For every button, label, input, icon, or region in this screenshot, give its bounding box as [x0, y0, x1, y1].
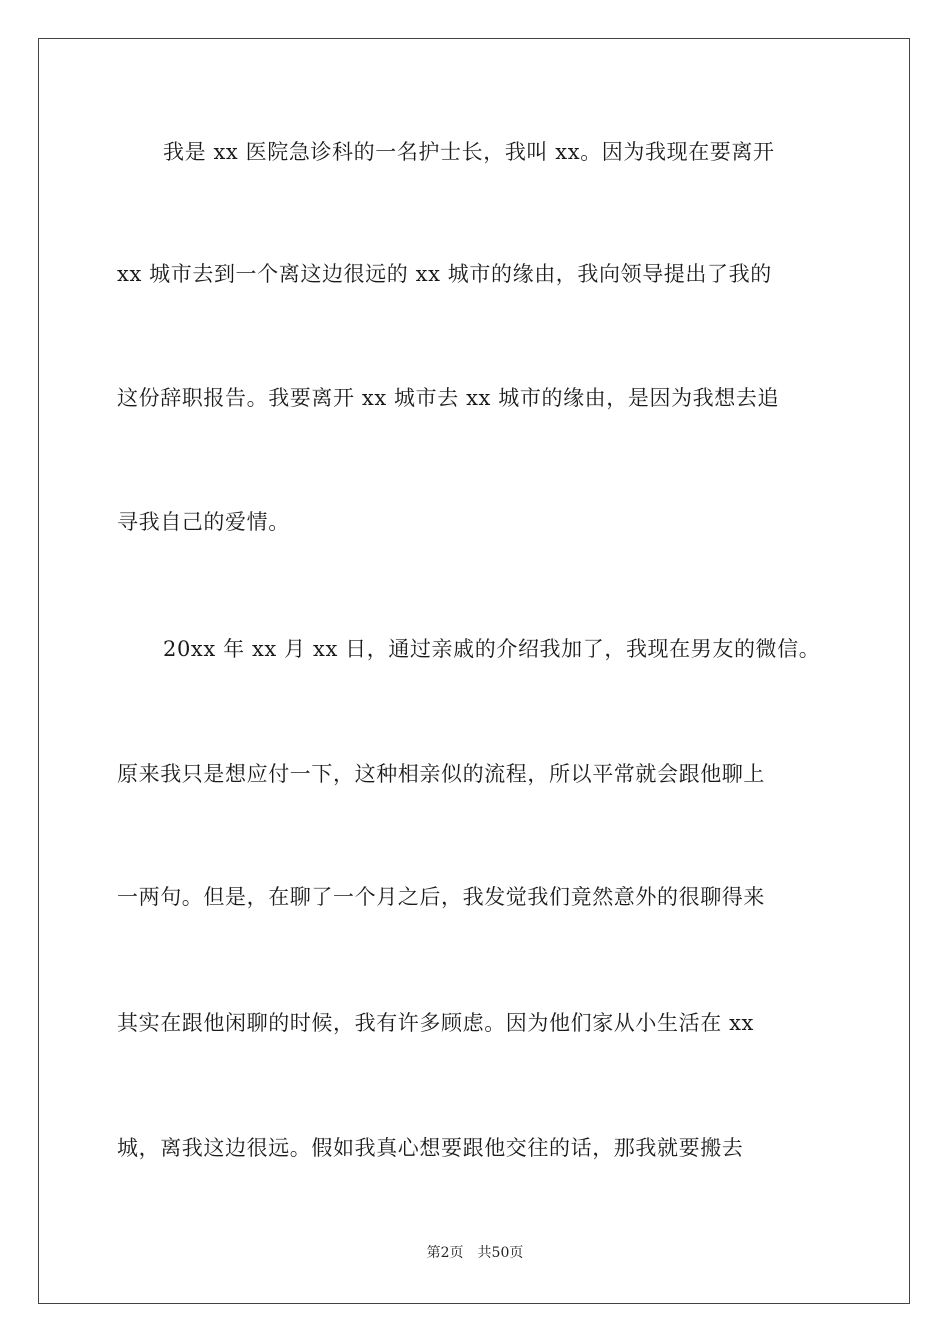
paragraph-line: xx 城市去到一个离这边很远的 xx 城市的缘由，我向领导提出了我的	[117, 262, 772, 286]
paragraph-line: 20xx 年 xx 月 xx 日，通过亲戚的介绍我加了，我现在男友的微信。	[163, 637, 821, 661]
page-footer	[0, 1243, 950, 1263]
page-number-total: 共50页	[477, 1245, 524, 1261]
paragraph-line: 寻我自己的爱情。	[117, 510, 290, 534]
page-number-current: 第2页	[426, 1245, 464, 1261]
page-border	[38, 38, 910, 1304]
paragraph-line: 原来我只是想应付一下，这种相亲似的流程，所以平常就会跟他聊上	[117, 762, 765, 786]
paragraph-line: 其实在跟他闲聊的时候，我有许多顾虑。因为他们家从小生活在 xx	[117, 1011, 754, 1035]
paragraph-line: 我是 xx 医院急诊科的一名护士长，我叫 xx。因为我现在要离开	[163, 140, 775, 164]
paragraph-line: 一两句。但是，在聊了一个月之后，我发觉我们竟然意外的很聊得来	[117, 885, 765, 909]
paragraph-line: 城，离我这边很远。假如我真心想要跟他交往的话，那我就要搬去	[117, 1136, 744, 1160]
paragraph-line: 这份辞职报告。我要离开 xx 城市去 xx 城市的缘由，是因为我想去追	[117, 386, 780, 410]
